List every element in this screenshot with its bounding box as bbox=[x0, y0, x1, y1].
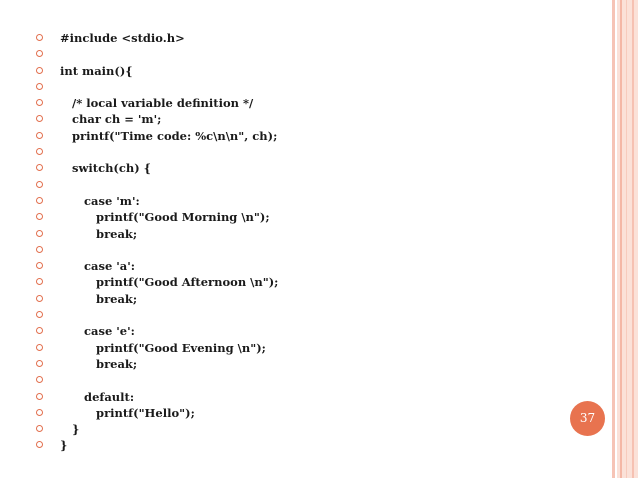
code-line-text: char ch = 'm'; bbox=[60, 112, 162, 127]
bullet-icon bbox=[36, 34, 43, 41]
code-line bbox=[36, 79, 278, 95]
code-line bbox=[36, 356, 278, 372]
code-line-text: break; bbox=[60, 226, 138, 241]
code-line bbox=[36, 405, 278, 421]
code-listing bbox=[36, 30, 278, 454]
code-line bbox=[36, 160, 278, 176]
code-line-text: printf("Time code: %c\n\n", ch); bbox=[60, 128, 278, 143]
bullet-icon bbox=[36, 409, 43, 416]
bullet-icon bbox=[36, 67, 43, 74]
code-line bbox=[36, 340, 278, 356]
bullet-icon bbox=[36, 262, 43, 269]
bullet-icon bbox=[36, 376, 43, 383]
code-line bbox=[36, 226, 278, 242]
bullet-icon bbox=[36, 425, 43, 432]
code-line-text: case 'a': bbox=[60, 259, 136, 274]
code-line bbox=[36, 209, 278, 225]
code-line bbox=[36, 95, 278, 111]
code-line-text: break; bbox=[60, 356, 138, 371]
page-number-badge: 37 bbox=[570, 401, 605, 436]
bullet-icon bbox=[36, 344, 43, 351]
bullet-icon bbox=[36, 278, 43, 285]
code-line bbox=[36, 46, 278, 62]
bullet-icon bbox=[36, 50, 43, 57]
code-line bbox=[36, 193, 278, 209]
code-line bbox=[36, 242, 278, 258]
code-line-text: int main(){ bbox=[60, 63, 133, 78]
decorative-stripe bbox=[632, 0, 634, 478]
bullet-icon bbox=[36, 164, 43, 171]
code-line-text: case 'e': bbox=[60, 324, 135, 339]
code-line-text: switch(ch) { bbox=[60, 161, 152, 176]
code-line bbox=[36, 111, 278, 127]
code-line bbox=[36, 177, 278, 193]
bullet-icon bbox=[36, 213, 43, 220]
code-line-text: printf("Good Morning \n"); bbox=[60, 210, 270, 225]
bullet-icon bbox=[36, 197, 43, 204]
code-line bbox=[36, 128, 278, 144]
code-line bbox=[36, 144, 278, 160]
code-line bbox=[36, 30, 278, 46]
bullet-icon bbox=[36, 181, 43, 188]
code-line-text: case 'm': bbox=[60, 193, 140, 208]
bullet-icon bbox=[36, 441, 43, 448]
code-line bbox=[36, 323, 278, 339]
code-line-text: printf("Good Evening \n"); bbox=[60, 340, 266, 355]
code-line-text: printf("Good Afternoon \n"); bbox=[60, 275, 279, 290]
bullet-icon bbox=[36, 327, 43, 334]
bullet-icon bbox=[36, 132, 43, 139]
decorative-stripe bbox=[612, 0, 615, 478]
bullet-icon bbox=[36, 99, 43, 106]
code-line-text: break; bbox=[60, 291, 138, 306]
code-line-text: printf("Hello"); bbox=[60, 405, 195, 420]
code-line bbox=[36, 372, 278, 388]
bullet-icon bbox=[36, 83, 43, 90]
code-line-text: #include <stdio.h> bbox=[60, 31, 185, 45]
code-line-text: default: bbox=[60, 389, 135, 404]
bullet-icon bbox=[36, 230, 43, 237]
bullet-icon bbox=[36, 148, 43, 155]
code-line-text: /* local variable definition */ bbox=[60, 96, 254, 111]
code-line-text: } bbox=[60, 438, 68, 453]
bullet-icon bbox=[36, 311, 43, 318]
code-line bbox=[36, 437, 278, 453]
bullet-icon bbox=[36, 393, 43, 400]
code-line bbox=[36, 274, 278, 290]
decorative-stripe bbox=[626, 0, 627, 478]
code-line bbox=[36, 291, 278, 307]
code-line bbox=[36, 307, 278, 323]
code-line bbox=[36, 421, 278, 437]
code-line-text: } bbox=[60, 422, 80, 437]
bullet-icon bbox=[36, 115, 43, 122]
code-line bbox=[36, 389, 278, 405]
code-line bbox=[36, 63, 278, 79]
decorative-stripe bbox=[620, 0, 622, 478]
bullet-icon bbox=[36, 360, 43, 367]
code-line bbox=[36, 258, 278, 274]
bullet-icon bbox=[36, 295, 43, 302]
bullet-icon bbox=[36, 246, 43, 253]
